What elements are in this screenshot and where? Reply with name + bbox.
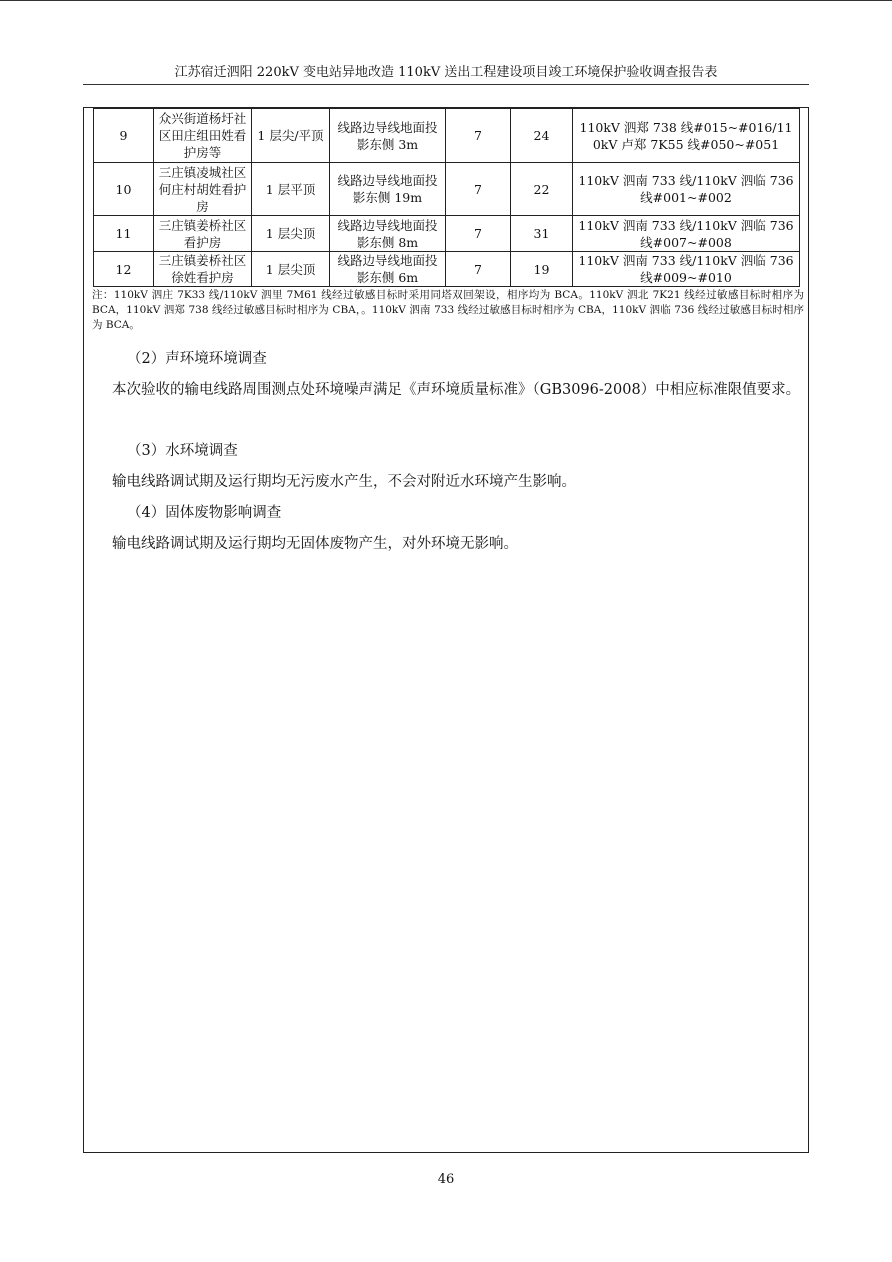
water-section-heading: （3）水环境调查 bbox=[127, 443, 238, 459]
distance-cell: 24 bbox=[511, 109, 573, 163]
building-type-cell: 1 层尖顶 bbox=[252, 216, 330, 252]
row-number-cell: 10 bbox=[94, 163, 154, 216]
relative-position-cell: 线路边导线地面投影东侧 3m bbox=[330, 109, 446, 163]
table-row bbox=[94, 216, 800, 252]
table-row bbox=[94, 163, 800, 216]
target-name-cell: 众兴街道杨圩社区田庄组田姓看护房等 bbox=[154, 109, 252, 163]
sensitive-targets-table bbox=[93, 108, 800, 287]
height-cell: 7 bbox=[446, 109, 511, 163]
sensitive-targets-table-section bbox=[93, 108, 799, 287]
relative-position-cell: 线路边导线地面投影东侧 8m bbox=[330, 216, 446, 252]
row-number-cell: 12 bbox=[94, 252, 154, 287]
distance-cell: 31 bbox=[511, 216, 573, 252]
noise-section-heading: （2）声环境环境调查 bbox=[127, 351, 267, 367]
line-segment-cell: 110kV 泗南 733 线/110kV 泗临 736 线#007~#008 bbox=[573, 216, 800, 252]
table-row bbox=[94, 252, 800, 287]
height-cell: 7 bbox=[446, 216, 511, 252]
distance-cell: 22 bbox=[511, 163, 573, 216]
row-number-cell: 9 bbox=[94, 109, 154, 163]
target-name-cell: 三庄镇姜桥社区徐姓看护房 bbox=[154, 252, 252, 287]
relative-position-cell: 线路边导线地面投影东侧 19m bbox=[330, 163, 446, 216]
line-segment-cell: 110kV 泗郑 738 线#015~#016/110kV 卢郑 7K55 线#050~#051 bbox=[573, 109, 800, 163]
noise-section-text: 本次验收的输电线路周围测点处环境噪声满足《声环境质量标准》（GB3096-2008）中相应标准限值要求。 bbox=[112, 382, 801, 398]
building-type-cell: 1 层平顶 bbox=[252, 163, 330, 216]
line-segment-cell: 110kV 泗南 733 线/110kV 泗临 736 线#001~#002 bbox=[573, 163, 800, 216]
distance-cell: 19 bbox=[511, 252, 573, 287]
target-name-cell: 三庄镇凌城社区何庄村胡姓看护房 bbox=[154, 163, 252, 216]
height-cell: 7 bbox=[446, 252, 511, 287]
solid-waste-section-text: 输电线路调试期及运行期均无固体废物产生，对外环境无影响。 bbox=[112, 536, 518, 552]
table-note: 注：110kV 泗庄 7K33 线/110kV 泗里 7M61 线经过敏感目标时采用同塔双回架设，相序均为 BCA。110kV 泗北 7K21 线经过敏感目标时相序为 BCA，110kV 泗郑 738 线经过敏感目标时相序为 CBA，。110kV 泗南 733 线经过敏感目标时相序为 CBA，110kV 泗临 736 线经过敏感目标时相序为 BCA。 bbox=[92, 289, 804, 331]
building-type-cell: 1 层尖顶 bbox=[252, 252, 330, 287]
document-header-title: 江苏宿迁泗阳 220kV 变电站异地改造 110kV 送出工程建设项目竣工环境保护验收调查报告表 bbox=[174, 65, 718, 80]
row-number-cell: 11 bbox=[94, 216, 154, 252]
line-segment-cell: 110kV 泗南 733 线/110kV 泗临 736 线#009~#010 bbox=[573, 252, 800, 287]
height-cell: 7 bbox=[446, 163, 511, 216]
page-number: 46 bbox=[437, 1172, 455, 1187]
page-top-border bbox=[0, 0, 892, 1]
relative-position-cell: 线路边导线地面投影东侧 6m bbox=[330, 252, 446, 287]
table-row bbox=[94, 109, 800, 163]
solid-waste-section-heading: （4）固体废物影响调查 bbox=[127, 505, 282, 521]
target-name-cell: 三庄镇姜桥社区看护房 bbox=[154, 216, 252, 252]
water-section-text: 输电线路调试期及运行期均无污废水产生，不会对附近水环境产生影响。 bbox=[112, 474, 576, 490]
building-type-cell: 1 层尖/平顶 bbox=[252, 109, 330, 163]
header-rule bbox=[83, 84, 809, 85]
